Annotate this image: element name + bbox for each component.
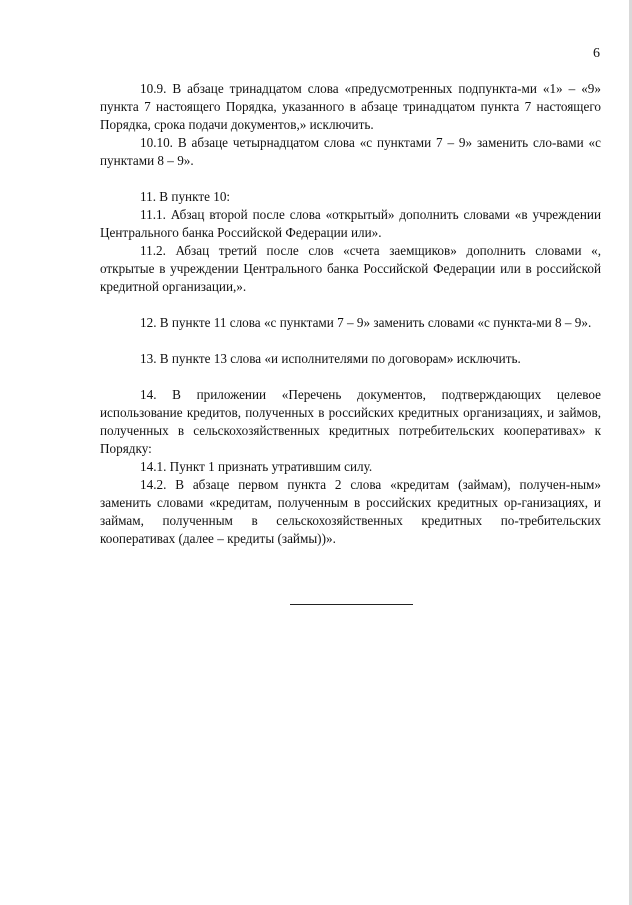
paragraph-11-2: 11.2. Абзац третий после слов «счета заемщиков» дополнить словами «, открытые в учреждении Центрального банка Российской Федерации или в российской кредитной организации,». [100, 243, 601, 294]
paragraph-14-1: 14.1. Пункт 1 признать утратившим силу. [140, 459, 373, 474]
paragraph-12: 12. В пункте 11 слова «с пунктами 7 – 9» заменить словами «с пункта-ми 8 – 9». [140, 315, 592, 330]
page-number: 6 [593, 46, 600, 61]
paragraph-10-9: 10.9. В абзаце тринадцатом слова «предусмотренных подпункта-ми «1» – «9» пункта 7 настоящего Порядка, указанного в абзаце тринадцатом пункта 7 настоящего Порядка, срока подачи документов,» исключить. [100, 81, 601, 132]
paragraph-11: 11. В пункте 10: [140, 189, 231, 204]
paragraph-14: 14. В приложении «Перечень документов, подтверждающих целевое использование кредитов, полученных в российских кредитных организациях, и займов, полученных в сельскохозяйственных кредитных потребительских кооперативах» к Порядку: [100, 387, 601, 456]
end-divider-line [290, 604, 413, 605]
paragraph-10-10: 10.10. В абзаце четырнадцатом слова «с пунктами 7 – 9» заменить сло-вами «с пунктами 8 – 9». [100, 135, 601, 168]
paragraph-11-1: 11.1. Абзац второй после слова «открытый» дополнить словами «в учреждении Центрального банка Российской Федерации или». [100, 207, 601, 240]
paragraph-13: 13. В пункте 13 слова «и исполнителями по договорам» исключить. [140, 351, 521, 366]
document-body [100, 80, 601, 548]
paragraph-14-2: 14.2. В абзаце первом пункта 2 слова «кредитам (займам), получен-ным» заменить словами «кредитам, полученным в российских кредитных ор-ганизациях, и займам, полученным в сельскохозяйственных кредитных по-требительских кооперативах (далее – кредиты (займы))». [100, 477, 601, 546]
